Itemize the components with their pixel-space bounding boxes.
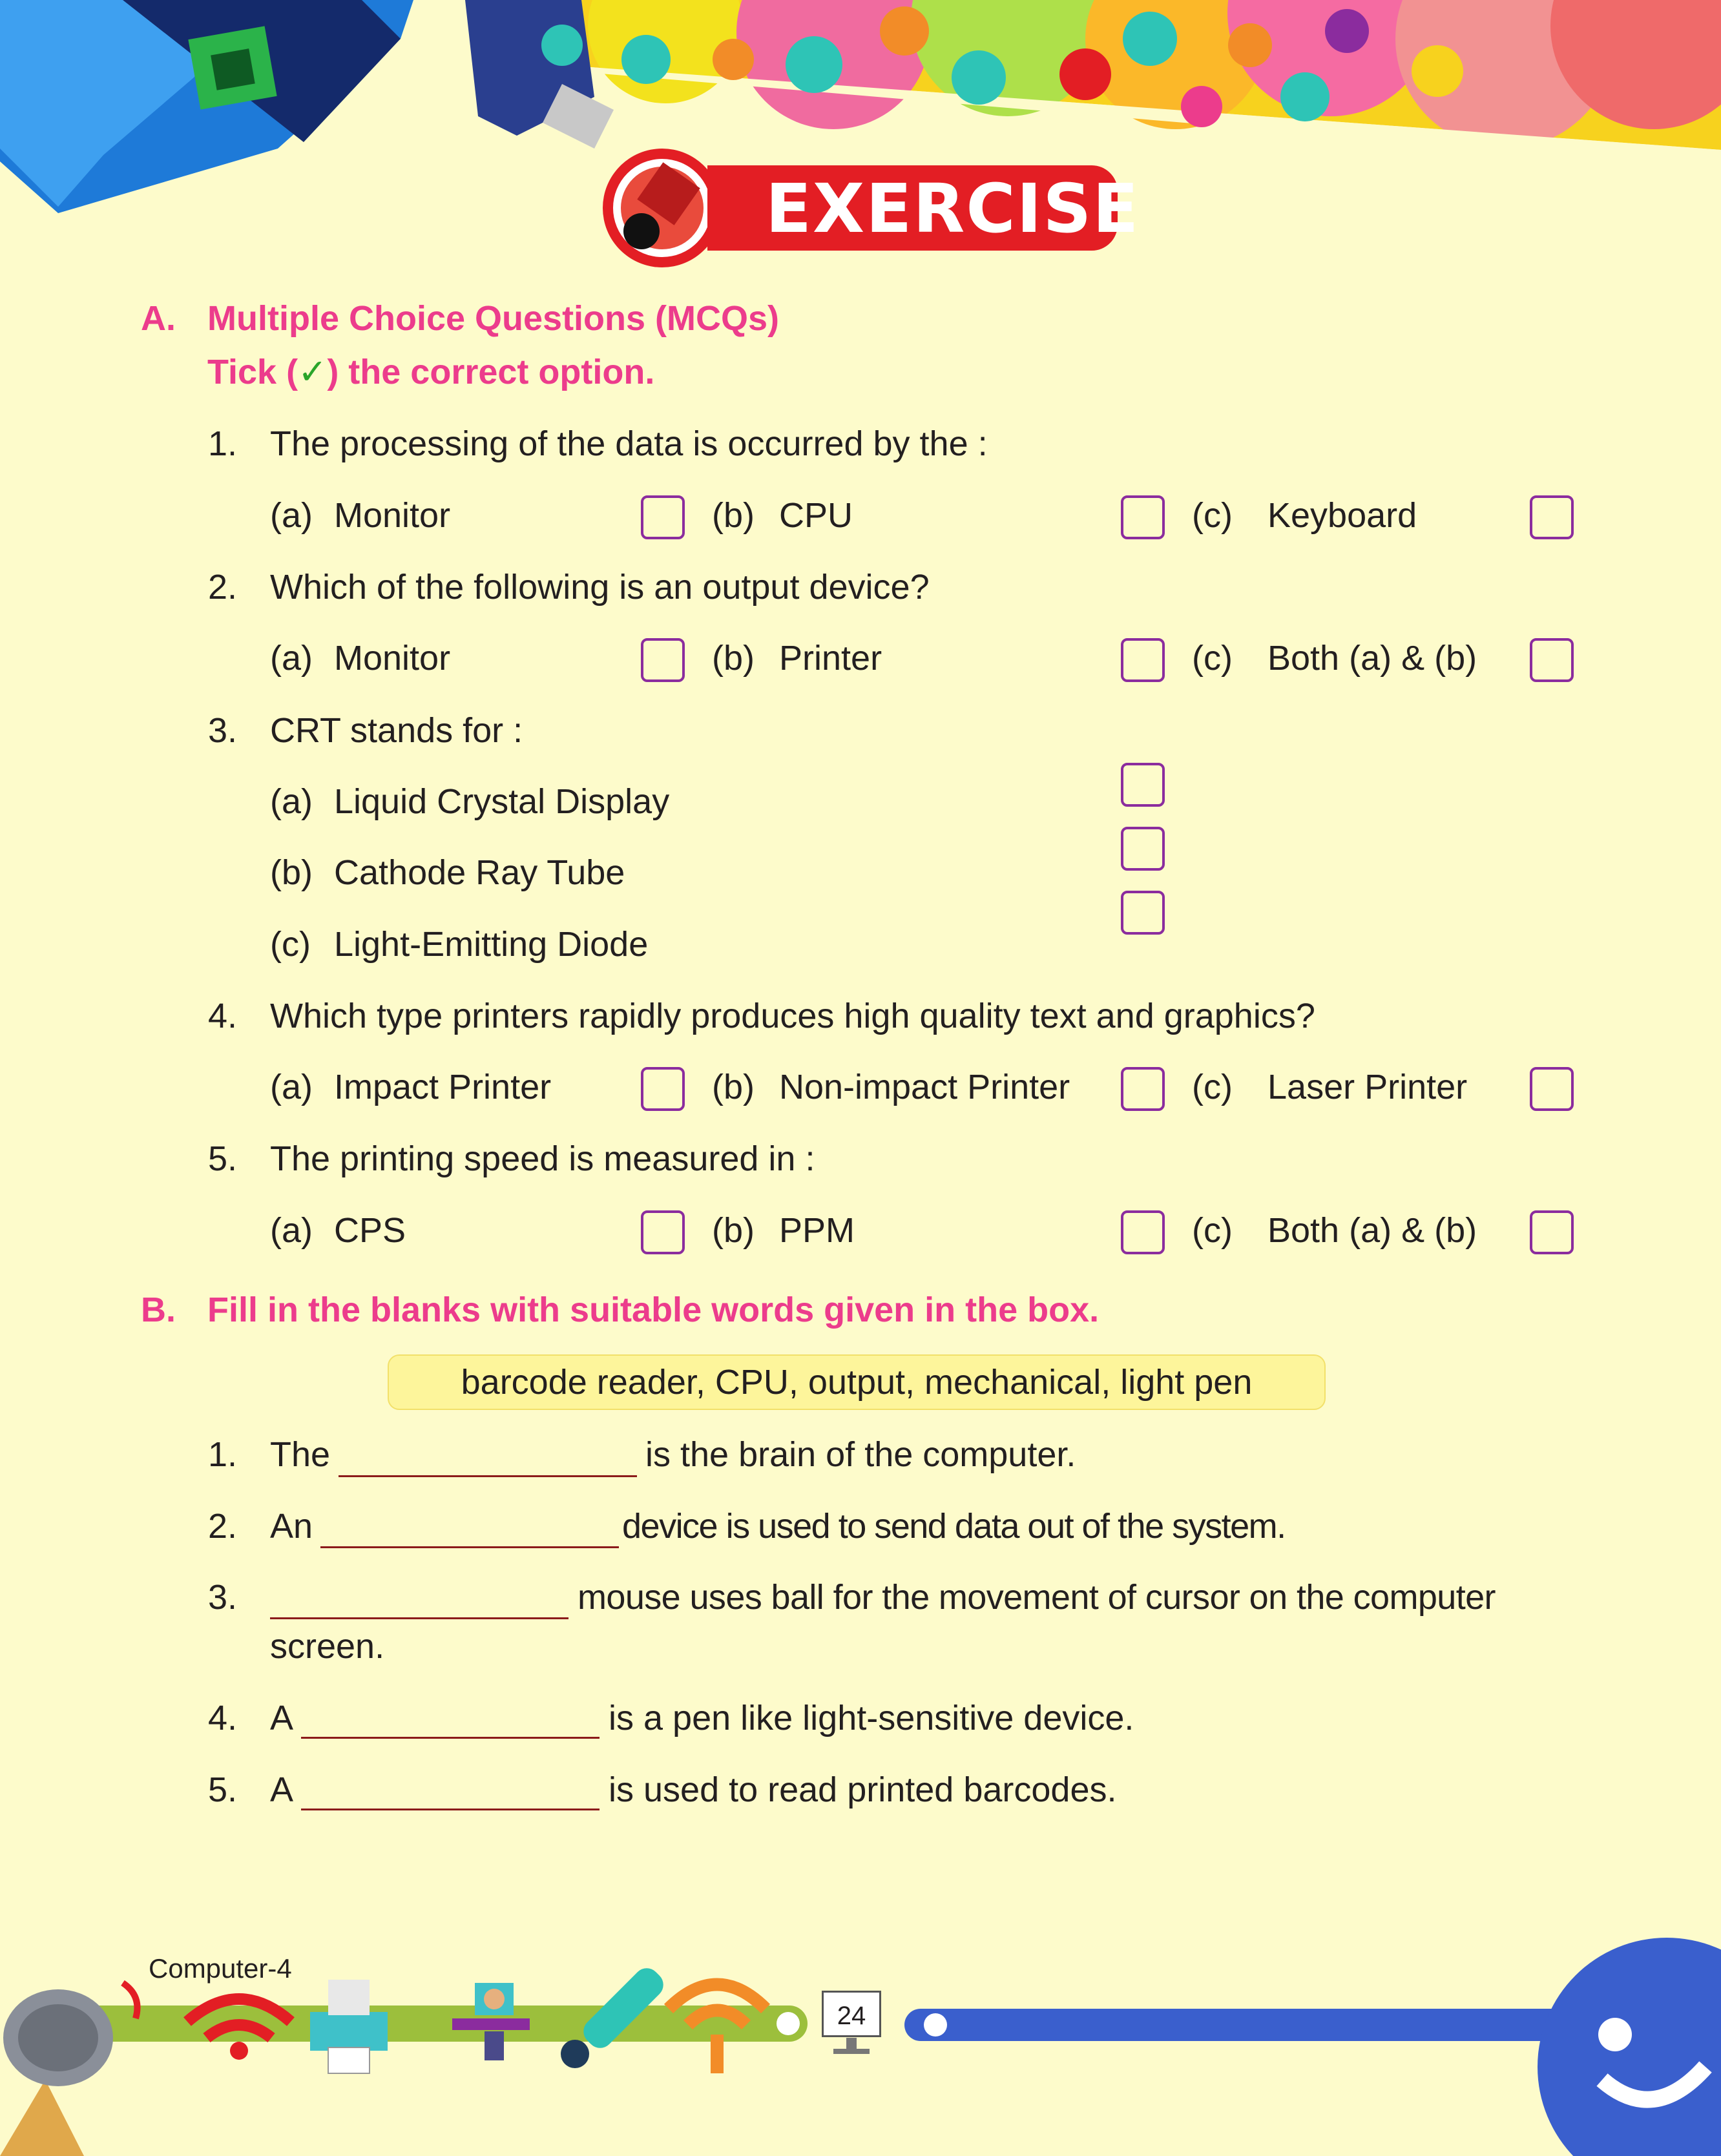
option-label: (c) bbox=[1192, 639, 1233, 678]
question-text: Which type printers rapidly produces high quality text and graphics? bbox=[270, 997, 1315, 1035]
option-label: (c) bbox=[1192, 496, 1233, 535]
answer-blank[interactable] bbox=[339, 1475, 637, 1477]
option-label: (c) bbox=[270, 925, 311, 964]
answer-checkbox[interactable] bbox=[641, 495, 685, 539]
option-label: (c) bbox=[1192, 1211, 1233, 1250]
blank-post-text: is the brain of the computer. bbox=[645, 1435, 1076, 1474]
option-label: (b) bbox=[270, 853, 313, 892]
blank-post-text: is used to read printed barcodes. bbox=[609, 1770, 1117, 1809]
blank-number: 3. bbox=[208, 1578, 238, 1617]
option-label: (a) bbox=[270, 1211, 313, 1250]
option-label: (b) bbox=[712, 1068, 755, 1106]
blank-pre-text: A bbox=[270, 1699, 294, 1737]
question-number: 1. bbox=[208, 424, 238, 463]
option-label: (b) bbox=[712, 639, 755, 678]
question-number: 3. bbox=[208, 711, 238, 750]
answer-checkbox[interactable] bbox=[1121, 827, 1165, 871]
page-title: EXERCISE bbox=[766, 169, 1140, 248]
answer-checkbox[interactable] bbox=[641, 1210, 685, 1254]
option-text: Liquid Crystal Display bbox=[334, 782, 670, 821]
question-number: 5. bbox=[208, 1139, 238, 1178]
answer-blank[interactable] bbox=[301, 1737, 600, 1739]
answer-checkbox[interactable] bbox=[1121, 1210, 1165, 1254]
blank-continuation-text: screen. bbox=[270, 1627, 385, 1666]
option-label: (a) bbox=[270, 496, 313, 535]
answer-checkbox[interactable] bbox=[1121, 891, 1165, 935]
answer-checkbox[interactable] bbox=[1530, 1067, 1574, 1111]
option-text: CPU bbox=[779, 496, 853, 535]
option-label: (a) bbox=[270, 1068, 313, 1106]
check-mark-icon: ✓ bbox=[298, 353, 328, 391]
option-label: (c) bbox=[1192, 1068, 1233, 1106]
blank-pre-text: The bbox=[270, 1435, 331, 1474]
section-b-letter: B. bbox=[141, 1290, 176, 1329]
answer-checkbox[interactable] bbox=[641, 638, 685, 682]
option-text: Monitor bbox=[334, 639, 451, 678]
option-text: Both (a) & (b) bbox=[1267, 1211, 1477, 1250]
question-text: The processing of the data is occurred by the : bbox=[270, 424, 988, 463]
answer-checkbox[interactable] bbox=[1530, 638, 1574, 682]
answer-blank[interactable] bbox=[270, 1617, 568, 1619]
blank-pre-text: An bbox=[270, 1507, 313, 1546]
section-b-heading: Fill in the blanks with suitable words given in the box. bbox=[207, 1290, 1100, 1329]
blank-number: 5. bbox=[208, 1770, 238, 1809]
section-a-letter: A. bbox=[141, 299, 176, 338]
question-number: 4. bbox=[208, 997, 238, 1035]
blank-post-text: is a pen like light-sensitive device. bbox=[609, 1699, 1134, 1737]
question-text: Which of the following is an output device? bbox=[270, 568, 930, 606]
blank-number: 4. bbox=[208, 1699, 238, 1737]
option-text: Laser Printer bbox=[1267, 1068, 1468, 1106]
answer-checkbox[interactable] bbox=[1121, 495, 1165, 539]
option-text: Keyboard bbox=[1267, 496, 1417, 535]
option-text: PPM bbox=[779, 1211, 855, 1250]
book-title: Computer-4 bbox=[149, 1953, 292, 1984]
section-a-instruction: Tick (✓) the correct option. bbox=[207, 353, 655, 391]
section-a-heading: Multiple Choice Questions (MCQs) bbox=[207, 299, 780, 338]
option-text: Printer bbox=[779, 639, 882, 678]
answer-checkbox[interactable] bbox=[1121, 1067, 1165, 1111]
option-text: Impact Printer bbox=[334, 1068, 552, 1106]
blank-pre-text: A bbox=[270, 1770, 294, 1809]
answer-checkbox[interactable] bbox=[1121, 763, 1165, 807]
blank-number: 1. bbox=[208, 1435, 238, 1474]
blank-post-text: device is used to send data out of the system. bbox=[622, 1507, 1286, 1546]
option-text: Light-Emitting Diode bbox=[334, 925, 649, 964]
blank-post-text: mouse uses ball for the movement of cursor on the computer bbox=[578, 1578, 1496, 1617]
option-label: (b) bbox=[712, 496, 755, 535]
option-text: Monitor bbox=[334, 496, 451, 535]
question-text: CRT stands for : bbox=[270, 711, 523, 750]
option-label: (b) bbox=[712, 1211, 755, 1250]
answer-blank[interactable] bbox=[320, 1546, 619, 1548]
option-text: Cathode Ray Tube bbox=[334, 853, 625, 892]
option-label: (a) bbox=[270, 639, 313, 678]
option-label: (a) bbox=[270, 782, 313, 821]
question-number: 2. bbox=[208, 568, 238, 606]
option-text: Both (a) & (b) bbox=[1267, 639, 1477, 678]
answer-checkbox[interactable] bbox=[1530, 1210, 1574, 1254]
page-number: 24 bbox=[822, 1991, 881, 2037]
answer-checkbox[interactable] bbox=[1530, 495, 1574, 539]
question-text: The printing speed is measured in : bbox=[270, 1139, 815, 1178]
option-text: CPS bbox=[334, 1211, 406, 1250]
word-box: barcode reader, CPU, output, mechanical, light pen bbox=[388, 1354, 1326, 1410]
blank-number: 2. bbox=[208, 1507, 238, 1546]
option-text: Non-impact Printer bbox=[779, 1068, 1070, 1106]
answer-blank[interactable] bbox=[301, 1809, 600, 1810]
answer-checkbox[interactable] bbox=[641, 1067, 685, 1111]
answer-checkbox[interactable] bbox=[1121, 638, 1165, 682]
